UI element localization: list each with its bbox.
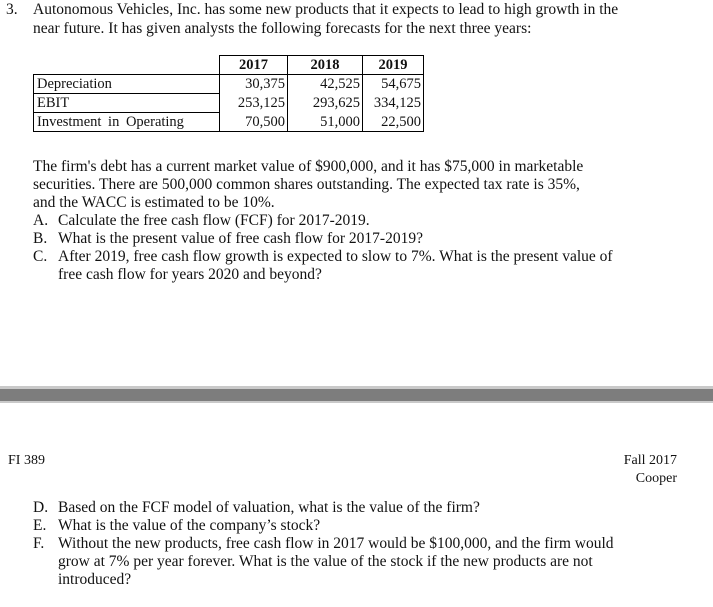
part-marker: B. [33,230,48,247]
row-label: Depreciation [34,75,220,94]
table-row-depreciation [34,75,424,94]
part-text: What is the value of the company’s stock? [58,517,321,534]
row-label: Investment in Operating [34,113,220,132]
question-number: 3. [6,1,18,18]
part-marker: E. [33,517,47,534]
course-code: FI 389 [8,453,45,468]
header-blank-cell [34,56,220,75]
info-line-1: The firm's debt has a current market value of $900,000, and it has $75,000 in marketable [33,158,584,175]
part-text-continued: introduced? [58,571,132,588]
part-a [33,212,683,230]
instructor: Cooper [635,471,677,486]
year-header-2019: 2019 [363,56,424,75]
page-break-separator [0,386,713,403]
part-d [33,499,683,517]
question-intro-line-2: near future. It has given analysts the following forecasts for the next three years: [33,20,532,37]
table-cell: 253,125 [220,94,288,113]
part-text: Without the new products, free cash flow in 2017 would be $100,000, and the firm would [58,535,614,552]
table-cell: 70,500 [220,113,288,132]
table-cell: 334,125 [363,94,424,113]
part-b [33,230,683,248]
forecast-table-header [34,56,424,75]
forecast-table [33,55,424,132]
question-intro-line-1: Autonomous Vehicles, Inc. has some new products that it expects to lead to high growth in the [33,1,619,18]
year-header-2018: 2018 [288,56,363,75]
year-header-2017: 2017 [220,56,288,75]
row-label: EBIT [34,94,220,113]
info-line-2: securities. There are 500,000 common shares outstanding. The expected tax rate is 35%, [33,176,580,193]
part-marker: C. [33,248,48,265]
info-line-3: and the WACC is estimated to be 10%. [33,194,275,211]
table-cell: 42,525 [288,75,363,94]
part-c [33,248,683,284]
table-row-ebit [34,94,424,113]
table-cell: 30,375 [220,75,288,94]
table-cell: 22,500 [363,113,424,132]
part-text: Based on the FCF model of valuation, what is the value of the firm? [58,499,480,516]
part-marker: A. [33,212,49,229]
part-text: What is the present value of free cash flow for 2017-2019? [58,230,423,247]
term: Fall 2017 [623,453,677,468]
part-text: Calculate the free cash flow (FCF) for 2017-2019. [58,212,370,229]
table-cell: 293,625 [288,94,363,113]
part-e [33,517,683,535]
part-text-continued: free cash flow for years 2020 and beyond? [58,266,322,283]
part-marker: D. [33,499,49,516]
part-text: After 2019, free cash flow growth is expected to slow to 7%. What is the present value of [58,248,613,265]
table-cell: 54,675 [363,75,424,94]
table-row-investment [34,113,424,132]
table-cell: 51,000 [288,113,363,132]
part-text-continued: grow at 7% per year forever. What is the value of the stock if the new products are not [58,553,593,570]
part-f [33,535,683,591]
part-marker: F. [33,535,45,552]
